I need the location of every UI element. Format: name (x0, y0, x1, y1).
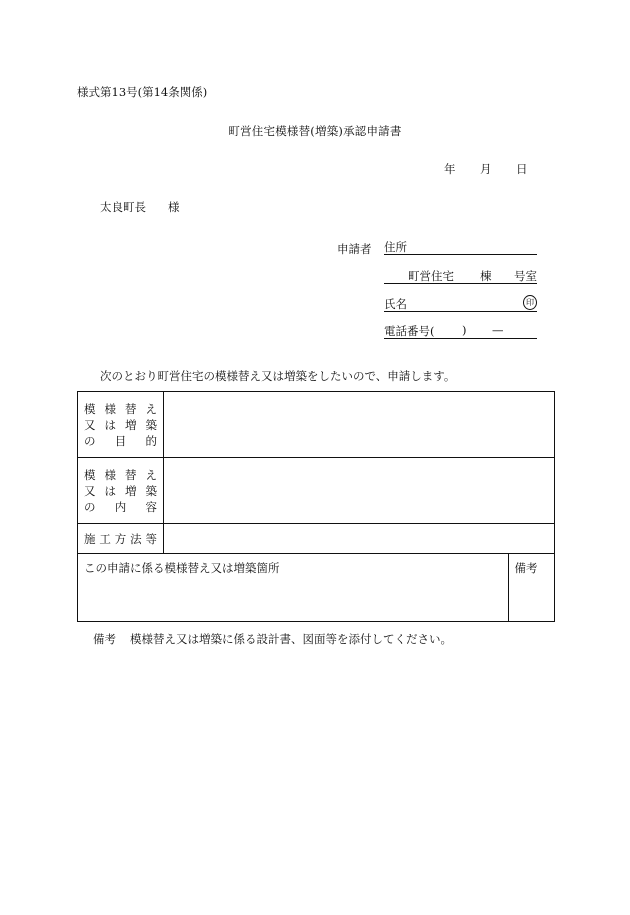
content-label-line: 模 様 替 え (84, 468, 157, 482)
purpose-label (78, 392, 164, 458)
application-table (77, 391, 555, 622)
address-label: 住所 (384, 240, 407, 254)
addressee-name: 太良町長 (100, 200, 146, 214)
building-unit: 棟 (480, 269, 492, 283)
location-cell[interactable] (78, 554, 509, 622)
date-month-label: 月 (480, 162, 492, 176)
method-row (78, 524, 555, 554)
footer-note (93, 631, 452, 647)
phone-label: 電話番号( (384, 324, 435, 338)
addressee-honorific: 様 (168, 200, 180, 214)
method-label: 施 工 方 法 等 (78, 524, 164, 554)
intro-text: 次のとおり町営住宅の模様替え又は増築をしたいので、申請します。 (100, 369, 456, 383)
housing-field[interactable] (384, 268, 537, 284)
footer-note-label: 備考 (93, 632, 116, 646)
purpose-label-line: 又 は 増 築 (84, 418, 157, 432)
document-title: 町営住宅模様替(増築)承認申請書 (228, 124, 402, 138)
content-label-line: 又 は 増 築 (84, 484, 157, 498)
purpose-label-line: の 目 的 (84, 434, 157, 448)
addressee (100, 199, 180, 215)
purpose-row (78, 392, 555, 458)
housing-name: 町営住宅 (408, 269, 454, 283)
phone-dash: — (492, 323, 504, 337)
remarks-cell[interactable] (508, 554, 554, 622)
content-row (78, 458, 555, 524)
footer-note-text: 模様替え又は増築に係る設計書、図面等を添付してください。 (130, 632, 452, 646)
name-label: 氏名 (384, 297, 407, 311)
seal-mark: 印 (523, 295, 537, 310)
purpose-input[interactable] (164, 392, 555, 458)
location-row (78, 554, 555, 622)
address-field[interactable] (384, 239, 537, 255)
content-label (78, 458, 164, 524)
phone-paren-close: ) (462, 323, 467, 337)
method-input[interactable] (164, 524, 555, 554)
date-year-label: 年 (444, 162, 456, 176)
content-input[interactable] (164, 458, 555, 524)
content-label-line: の 内 容 (84, 500, 157, 514)
purpose-label-line: 模 様 替 え (84, 402, 157, 416)
name-field[interactable] (384, 296, 537, 312)
applicant-label: 申請者 (337, 242, 372, 256)
phone-field[interactable] (384, 323, 537, 339)
location-label: この申請に係る模様替え又は増築箇所 (84, 561, 280, 575)
date-day-label: 日 (516, 162, 528, 176)
form-number: 様式第13号(第14条関係) (77, 85, 208, 99)
room-unit: 号室 (514, 269, 537, 283)
remarks-label: 備考 (514, 561, 538, 575)
